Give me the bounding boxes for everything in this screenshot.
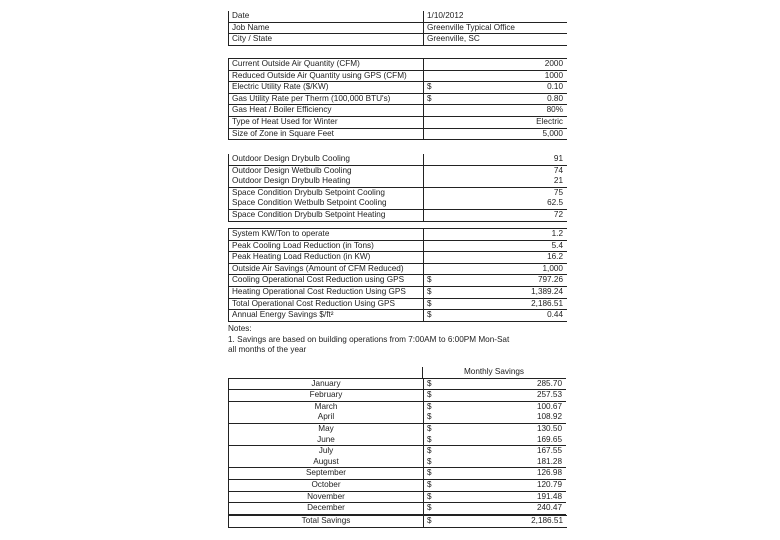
currency-symbol: $ bbox=[427, 275, 432, 285]
table-row bbox=[229, 166, 567, 177]
table-row bbox=[229, 424, 566, 435]
currency-symbol: $ bbox=[427, 390, 432, 400]
table-row bbox=[229, 480, 566, 492]
table-row bbox=[229, 310, 567, 321]
table-row bbox=[229, 299, 567, 311]
row-value: 16.2 bbox=[547, 252, 563, 262]
currency-symbol: $ bbox=[427, 491, 432, 501]
row-value: Greenville, SC bbox=[427, 34, 480, 44]
total-savings-value: 2,186.51 bbox=[531, 516, 563, 525]
row-label: Outside Air Savings (Amount of CFM Reduced) bbox=[232, 263, 404, 273]
row-value: 2000 bbox=[544, 59, 563, 68]
row-label: City / State bbox=[232, 34, 273, 44]
row-label: Job Name bbox=[232, 22, 270, 32]
row-value: 0.80 bbox=[547, 93, 563, 103]
row-label: Outdoor Design Drybulb Cooling bbox=[232, 154, 350, 163]
row-value: 0.44 bbox=[547, 310, 563, 320]
table-row bbox=[229, 210, 567, 221]
notes-section bbox=[228, 324, 509, 356]
month-value: 169.65 bbox=[536, 434, 562, 444]
row-value: 5,000 bbox=[542, 128, 563, 138]
notes-line-2: all months of the year bbox=[228, 345, 307, 354]
month-value: 181.28 bbox=[536, 456, 562, 466]
total-savings-table bbox=[228, 515, 567, 528]
row-value: Greenville Typical Office bbox=[427, 22, 515, 32]
table-row bbox=[229, 34, 567, 45]
table-row bbox=[229, 105, 567, 117]
row-value: 797.26 bbox=[537, 275, 563, 285]
row-value: 1000 bbox=[544, 70, 563, 80]
row-value: 0.10 bbox=[547, 82, 563, 92]
row-value: 74 bbox=[553, 165, 563, 175]
month-label: May bbox=[318, 423, 334, 433]
month-value: 100.67 bbox=[536, 401, 562, 411]
row-label: Electric Utility Rate ($/KW) bbox=[232, 82, 329, 92]
month-value: 108.92 bbox=[536, 412, 562, 422]
currency-symbol: $ bbox=[427, 310, 432, 320]
month-label: October bbox=[311, 479, 341, 489]
job-info-table bbox=[228, 11, 567, 46]
table-row bbox=[229, 287, 567, 299]
table-row bbox=[229, 229, 567, 241]
row-value: Electric bbox=[536, 116, 563, 126]
table-row bbox=[229, 241, 567, 253]
month-label: January bbox=[311, 378, 341, 388]
currency-symbol: $ bbox=[427, 456, 432, 466]
row-label: Outdoor Design Drybulb Heating bbox=[232, 176, 351, 186]
row-label: Peak Cooling Load Reduction (in Tons) bbox=[232, 240, 374, 250]
row-value: 21 bbox=[553, 176, 563, 186]
month-label: February bbox=[309, 390, 343, 400]
monthly-savings-header: Monthly Savings bbox=[463, 367, 525, 376]
table-row bbox=[229, 492, 566, 504]
currency-symbol: $ bbox=[427, 412, 432, 422]
row-label: Peak Heating Load Reduction (in KW) bbox=[232, 252, 371, 262]
month-label: April bbox=[317, 412, 335, 422]
table-row bbox=[229, 188, 567, 199]
month-label: December bbox=[307, 503, 345, 513]
table-row bbox=[229, 11, 567, 23]
row-label: Type of Heat Used for Winter bbox=[232, 116, 338, 126]
month-label: September bbox=[305, 468, 347, 478]
row-label: Cooling Operational Cost Reduction using GPS bbox=[232, 275, 405, 285]
table-row bbox=[229, 129, 567, 140]
month-value: 167.55 bbox=[536, 446, 562, 456]
currency-symbol: $ bbox=[427, 446, 432, 456]
design-conditions-table bbox=[228, 154, 567, 222]
row-value: 72 bbox=[553, 209, 563, 219]
currency-symbol: $ bbox=[427, 286, 432, 296]
table-row bbox=[229, 252, 567, 264]
row-label: Gas Utility Rate per Therm (100,000 BTU's) bbox=[232, 93, 391, 103]
table-row bbox=[229, 23, 567, 35]
notes-line-1: 1. Savings are based on building operations from 7:00AM to 6:00PM Mon-Sat bbox=[228, 334, 510, 344]
row-value: 2,186.51 bbox=[531, 298, 563, 308]
row-label: Total Operational Cost Reduction Using GPS bbox=[232, 298, 395, 308]
total-savings-label: Total Savings bbox=[301, 516, 351, 525]
currency-symbol: $ bbox=[427, 434, 432, 444]
table-row bbox=[229, 275, 567, 287]
table-row bbox=[229, 435, 566, 447]
row-label: Space Condition Wetbulb Setpoint Cooling bbox=[232, 198, 387, 208]
currency-symbol: $ bbox=[427, 503, 432, 513]
currency-symbol: $ bbox=[427, 401, 432, 411]
month-value: 191.48 bbox=[536, 491, 562, 501]
table-row bbox=[229, 264, 567, 276]
month-value: 126.98 bbox=[536, 468, 562, 478]
currency-symbol: $ bbox=[427, 479, 432, 489]
row-label: Outdoor Design Wetbulb Cooling bbox=[232, 165, 352, 175]
currency-symbol: $ bbox=[427, 378, 432, 388]
notes-title: Notes: bbox=[228, 324, 252, 333]
row-value: 75 bbox=[553, 187, 563, 197]
currency-symbol: $ bbox=[427, 423, 432, 433]
inputs-table bbox=[228, 58, 567, 140]
month-value: 257.53 bbox=[536, 390, 562, 400]
results-table bbox=[228, 228, 567, 322]
month-label: July bbox=[318, 446, 334, 456]
table-row bbox=[229, 468, 566, 480]
table-row bbox=[229, 82, 567, 94]
table-row bbox=[229, 503, 566, 515]
row-value: 91 bbox=[553, 154, 563, 163]
row-label: Date bbox=[232, 11, 250, 20]
month-label: November bbox=[307, 491, 345, 501]
table-row bbox=[229, 379, 566, 391]
monthly-rows bbox=[228, 379, 566, 515]
table-row bbox=[229, 446, 566, 457]
row-label: Current Outside Air Quantity (CFM) bbox=[232, 59, 360, 68]
row-label: Space Condition Drybulb Setpoint Cooling bbox=[232, 187, 385, 197]
total-savings-row bbox=[229, 516, 567, 527]
month-value: 240.47 bbox=[536, 503, 562, 513]
row-value: 1/10/2012 bbox=[427, 11, 464, 20]
month-label: June bbox=[317, 434, 335, 444]
monthly-savings-table bbox=[228, 367, 566, 515]
row-value: 1,000 bbox=[542, 263, 563, 273]
table-row bbox=[229, 154, 567, 166]
row-label: Heating Operational Cost Reduction Using GPS bbox=[232, 286, 406, 296]
row-label: System KW/Ton to operate bbox=[232, 229, 330, 238]
monthly-header-row bbox=[228, 367, 566, 379]
currency-symbol: $ bbox=[427, 468, 432, 478]
table-row bbox=[229, 412, 566, 424]
currency-symbol: $ bbox=[427, 298, 432, 308]
table-row bbox=[229, 94, 567, 106]
table-row bbox=[229, 71, 567, 83]
table-row bbox=[229, 402, 566, 413]
row-label: Space Condition Drybulb Setpoint Heating bbox=[232, 209, 386, 219]
month-value: 285.70 bbox=[536, 378, 562, 388]
table-row bbox=[229, 198, 567, 210]
table-row bbox=[229, 117, 567, 129]
row-value: 5.4 bbox=[551, 240, 563, 250]
month-label: March bbox=[314, 401, 338, 411]
month-value: 120.79 bbox=[536, 479, 562, 489]
currency-symbol: $ bbox=[427, 516, 432, 525]
row-label: Reduced Outside Air Quantity using GPS (CFM) bbox=[232, 70, 407, 80]
row-label: Annual Energy Savings $/ft² bbox=[232, 310, 334, 320]
row-value: 80% bbox=[546, 105, 563, 115]
row-label: Size of Zone in Square Feet bbox=[232, 128, 334, 138]
table-row bbox=[229, 390, 566, 402]
table-row bbox=[229, 176, 567, 188]
table-row bbox=[229, 59, 567, 71]
month-label: August bbox=[313, 456, 339, 466]
month-value: 130.50 bbox=[536, 423, 562, 433]
row-value: 1,389.24 bbox=[531, 286, 563, 296]
currency-symbol: $ bbox=[427, 82, 432, 92]
row-value: 62.5 bbox=[547, 198, 563, 208]
table-row bbox=[229, 457, 566, 469]
row-value: 1.2 bbox=[551, 229, 563, 238]
currency-symbol: $ bbox=[427, 93, 432, 103]
row-label: Gas Heat / Boiler Efficiency bbox=[232, 105, 332, 115]
